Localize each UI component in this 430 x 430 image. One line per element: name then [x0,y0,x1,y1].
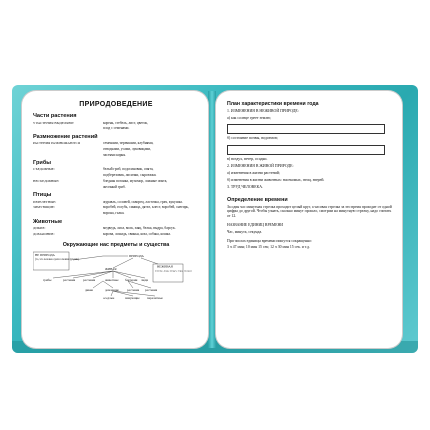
left-page [22,91,208,348]
bottom-item: зимующие [125,296,140,301]
season-plan-title: План характеристики времени года [227,101,319,107]
section-row [33,126,199,130]
section-row [33,226,199,230]
time-title: Определение времени [227,196,288,203]
row-value: бледная поганка, мухомор, ложные опята, [103,179,168,184]
row-value: желчный гриб. [103,184,126,189]
row-key: РАСТЕНИЯ РАЗМНОЖАЮТСЯ [33,141,80,146]
plan-line: а) как солнце греет землю; [227,116,272,121]
section-row [33,211,199,215]
section-row [33,167,199,171]
left-sections [33,113,199,236]
row-key: ПЕРЕЛЕТНЫЕ: [33,199,57,204]
section-heading: Части растения [33,113,77,119]
lower-item: дикие [85,288,93,293]
section-row [33,205,199,209]
row-key: СЪЕДОБНЫЕ: [33,167,55,172]
section-row [33,185,199,189]
plan-line: в) воздух, ветер, осадки. [227,156,268,161]
living-item: растения [83,278,96,283]
row-key: ДИКИЕ: [33,226,46,231]
bottom-item: оседлые [103,296,115,301]
units-text: Час, минута, секунда. [227,229,263,234]
living-item: бактерии [125,278,138,283]
living-item: растения [63,278,76,283]
section-heading: Птицы [33,192,52,199]
folder-spine [208,91,216,348]
row-key: У РАСТЕНИЯ ВЫДЕЛЯЮТ [33,120,74,125]
row-value: подберезовик, лисички, сыроежки. [103,173,157,178]
time-paragraph: За один час минутная стрелка проходит целый круг, а часовая стрелка за это время проходит от одной цифры до другой. Чтобы узнать, сколько минут прошло, смотрим на минутную стрелку, надо считать от 12. [227,204,392,219]
plan-line: б) состояние почвы, водоемов; [227,136,278,141]
row-key [33,185,103,189]
row-key: ЗИМУЮЩИЕ: [33,205,55,210]
not-nature-label: НЕ ПРИРОДА [35,253,55,258]
row-value: отводками, усами, луковицами, [103,146,152,151]
living-item: люди [141,278,149,283]
bottom-item: перелетные [147,296,163,301]
row-key [33,126,103,130]
diagram-title: Окружающие нас предметы и существа [62,242,170,249]
row-value: корень, стебель, лист, цветок, [103,120,149,125]
plan-line: а) изменения в жизни растений; [227,171,280,176]
right-page [216,91,402,348]
abbr-title: При числах единицы времени пишутся сокращенно: [227,238,312,243]
units-title: НАЗВАНИЕ ЕДИНИЦ ВРЕМЕНИ [227,223,284,228]
row-value: белый гриб, подосиновик, опята, [103,167,154,172]
section-heading: Размножение растений [33,133,98,140]
diagram-lines [33,250,199,302]
answer-box [227,124,385,134]
row-value: частями корня. [103,152,126,157]
plan-line: 1. ИЗМЕНЕНИЯ В НЕЖИВОЙ ПРИРОДЕ: [227,109,299,113]
row-key: ДОМАШНИЕ: [33,231,55,236]
lower-item: растения [127,288,140,293]
left-page-content [22,91,208,302]
section-row [33,121,199,125]
section-heading: Грибы [33,159,52,166]
nature-label: ПРИРОДА [129,254,144,259]
section-row [33,153,199,157]
section-row [33,179,199,183]
row-value: семенами, черенками, клубнями, [103,141,154,146]
row-value: плод с семенами. [103,126,130,131]
plan-line: б) изменения в жизни животных: насекомых, птиц, зверей. [227,178,325,183]
right-page-content [216,91,402,250]
lower-item: растения [145,288,158,293]
section-row [33,232,199,236]
left-page-title: ПРИРОДОВЕДЕНИЕ [79,101,153,108]
section-row [33,200,199,204]
nonliving-label: НЕЖИВАЯ [157,264,173,269]
section-row [33,147,199,151]
row-value: журавль, соловей, скворец, ласточка, грач, кукушка. [103,199,183,204]
section-heading: Животные [33,218,63,225]
row-key [33,211,103,215]
row-key [33,153,103,157]
row-value: ворона, галка. [103,211,125,216]
row-value: медведь, лиса, волк, заяц, белка, выдра, барсук. [103,226,176,231]
nonliving-items: (солнце, вода, воздух, горы, звезды) [155,269,192,273]
not-nature-note: (то, что человек сделал своими руками) [35,258,79,262]
row-value: корова, лошадь, свинья, коза, собака, кошка. [103,231,171,236]
nature-diagram [33,250,199,302]
answer-box [227,145,385,155]
living-item: грибы [43,278,52,283]
plan-line: 3. ТРУД ЧЕЛОВЕКА. [227,185,263,190]
section-row [33,141,199,145]
plan-line: 2. ИЗМЕНЕНИЯ В ЖИВОЙ ПРИРОДЕ: [227,163,294,168]
abbr-text: 3 ч 47 мин; 10 мин 15 сек; 12 ч 30 мин 15 сек. и т.д. [227,245,310,250]
row-value: воробей, голубь, синица, дятел, клест, воробей, снегирь, [103,205,189,210]
lower-item: домашние [105,288,119,293]
section-row [33,173,199,177]
living-item: животные [105,278,119,283]
row-key [33,147,103,151]
row-key: НЕСЪЕДОБНЫЕ: [33,179,60,184]
row-key [33,173,103,177]
living-label: ЖИВАЯ [105,267,117,272]
